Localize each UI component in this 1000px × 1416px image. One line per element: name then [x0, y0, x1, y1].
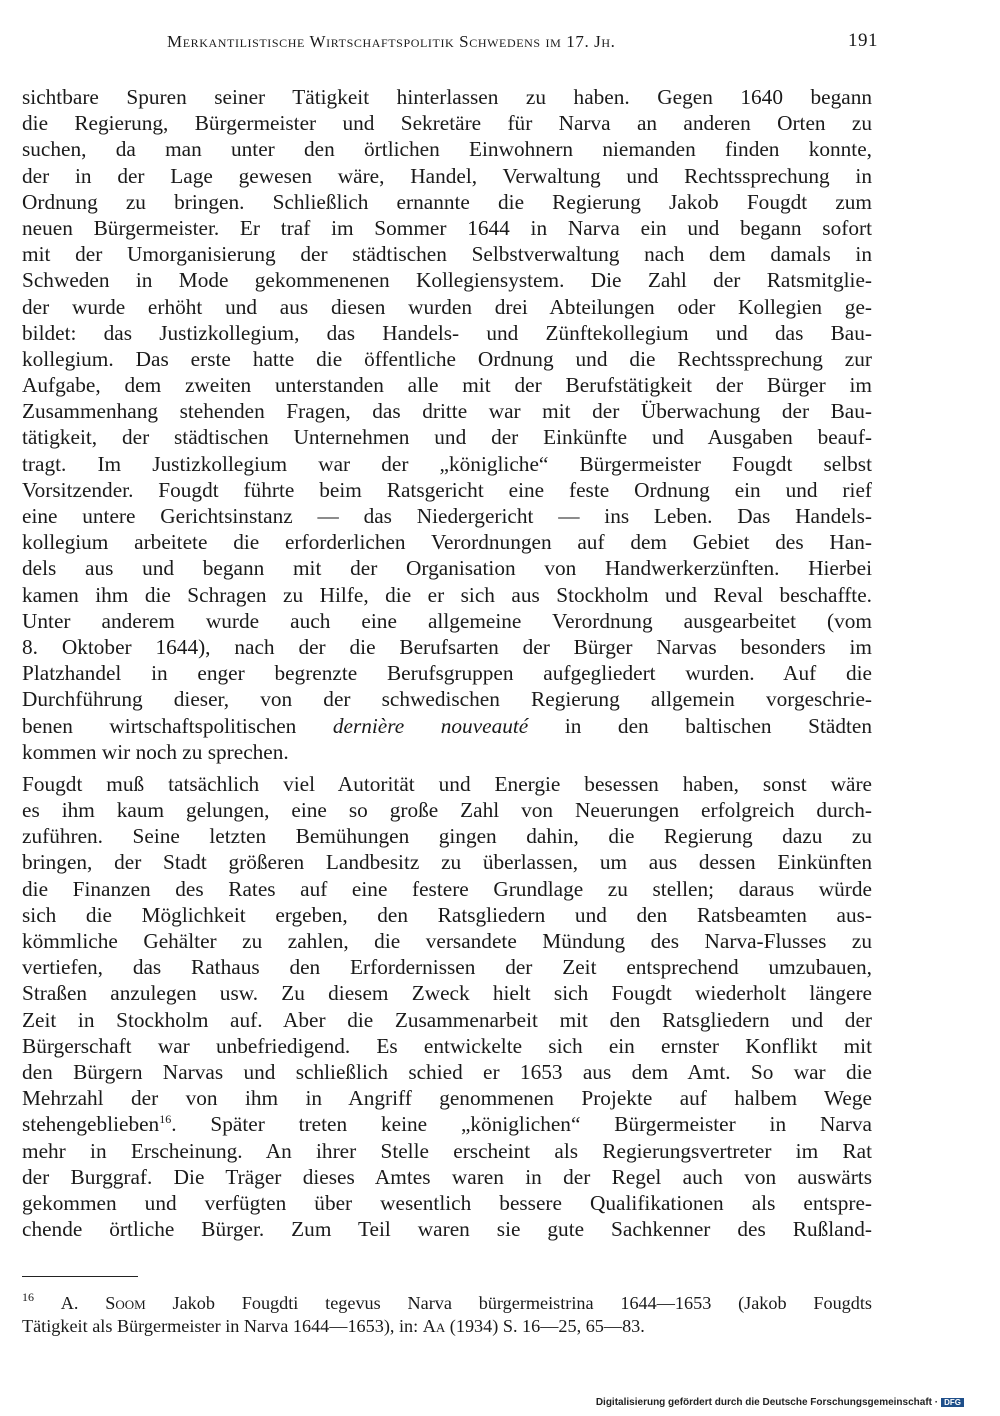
- text-line: Zusammenhang stehenden Fragen, das dritte war mit der Überwachung der Bau-: [22, 399, 872, 424]
- text-run: stehengeblieben: [22, 1112, 160, 1137]
- text-line: den Bürgern Narvas und schließlich schied er 1653 aus dem Amt. So war die: [22, 1059, 872, 1084]
- text-line: kollegium arbeitete die erforderlichen Verordnungen auf dem Gebiet des Han-: [22, 530, 872, 555]
- text-line: Fougdt muß tatsächlich viel Autorität und Energie besessen haben, sonst wäre: [22, 771, 872, 796]
- paragraph-2: [22, 771, 872, 1242]
- footnote-text: (1934) S. 16—25, 65—83.: [449, 1315, 645, 1336]
- paragraph-1: [22, 84, 872, 765]
- text-line: bringen, der Stadt größeren Landbesitz zu überlassen, um aus dessen Einkünften: [22, 850, 872, 875]
- footnote-reference[interactable]: 16: [159, 1112, 172, 1127]
- text-line: der in der Lage gewesen wäre, Handel, Verwaltung und Rechtssprechung in: [22, 163, 872, 188]
- footnote-divider: [22, 1276, 138, 1277]
- text-line: sich die Möglichkeit ergeben, den Ratsgliedern und den Ratsbeamten aus-: [22, 902, 872, 927]
- text-line: Ordnung zu bringen. Schließlich ernannte die Regierung Jakob Fougdt zum: [22, 189, 872, 214]
- text-line: der Burggraf. Die Träger dieses Amtes waren in der Regel auch von auswärts: [22, 1164, 872, 1189]
- text-line: Mehrzahl der von ihm in Angriff genommenen Projekte auf halbem Wege: [22, 1086, 872, 1111]
- text-line: tragt. Im Justizkollegium war der „königliche“ Bürgermeister Fougdt selbst: [22, 451, 872, 476]
- text-line: Bürgerschaft war unbefriedigend. Es entwickelte sich ein ernster Konflikt mit: [22, 1033, 872, 1058]
- text-line: Aufgabe, dem zweiten unterstanden alle mit der Berufstätigkeit der Bürger im: [22, 373, 872, 398]
- text-line: die Regierung, Bürgermeister und Sekretäre für Narva an anderen Orten zu: [22, 111, 872, 136]
- text-line: Durchführung dieser, von der schwedischen Regierung allgemein vorgeschrie-: [22, 687, 872, 712]
- text-line: Schweden in Mode gekommenenen Kollegiensystem. Die Zahl der Ratsmitglie-: [22, 268, 872, 293]
- text-line: sichtbare Spuren seiner Tätigkeit hinterlassen zu haben. Gegen 1640 begann: [22, 85, 872, 109]
- text-line: bildet: das Justizkollegium, das Handels- und Zünftekollegium und das Bau-: [22, 320, 872, 345]
- italic-phrase: dernière nouveauté: [332, 713, 529, 738]
- text-line: kommen wir noch zu sprechen.: [22, 739, 289, 764]
- footnote-text: Jakob Fougdti tegevus Narva bürgermeistrina 1644—1653 (Jakob Fougdts: [172, 1293, 872, 1313]
- text-line: Zeit in Stockholm auf. Aber die Zusammenarbeit mit den Ratsgliedern und der: [22, 1007, 872, 1032]
- dfg-logo-icon: DFG: [941, 1398, 964, 1407]
- text-line: chende örtliche Bürger. Zum Teil waren sie gute Sachkenner des Rußland-: [22, 1217, 872, 1242]
- footnote-author: A. Soom: [60, 1293, 146, 1313]
- page-number: 191: [848, 30, 878, 51]
- text-line: es ihm kaum gelungen, eine so große Zahl von Neuerungen erfolgreich durch-: [22, 798, 872, 823]
- text-line: neuen Bürgermeister. Er traf im Sommer 1644 in Narva ein und begann sofort: [22, 215, 872, 240]
- text-line: kömmliche Gehälter zu zahlen, die versandete Mündung des Narva-Flusses zu: [22, 929, 872, 953]
- credit-text: Digitalisierung gefördert durch die Deutsche Forschungsgemeinschaft ·: [595, 1397, 939, 1408]
- digitization-credit: [596, 1397, 964, 1408]
- text-line: mehr in Erscheinung. An ihrer Stelle erscheint als Regierungsvertreter im Rat: [22, 1138, 872, 1163]
- text-line: gekommen und verfügten über wesentlich bessere Qualifikationen als entspre-: [22, 1190, 872, 1215]
- main-text: [22, 84, 872, 1242]
- text-line: kamen ihm die Schragen zu Hilfe, die er sich aus Stockholm und Reval beschaffte.: [22, 582, 872, 607]
- text-line: kollegium. Das erste hatte die öffentliche Ordnung und die Rechtssprechung zur: [22, 346, 872, 371]
- text-line: 8. Oktober 1644), nach der die Berufsarten der Bürger Narvas besonders im: [22, 634, 872, 659]
- footnote-journal: Aa: [422, 1315, 446, 1336]
- footnote-line: [22, 1292, 872, 1315]
- text-line: eine untere Gerichtsinstanz — das Niedergericht — ins Leben. Das Handels-: [22, 504, 872, 528]
- text-line: mit der Umorganisierung der städtischen Selbstverwaltung nach dem damals in: [22, 242, 872, 267]
- text-line: Vorsitzender. Fougdt führte beim Ratsgericht eine feste Ordnung ein und rief: [22, 477, 872, 502]
- text-line: zuführen. Seine letzten Bemühungen gingen dahin, die Regierung dazu zu: [22, 824, 872, 849]
- footnote-number: 16: [22, 1290, 34, 1304]
- text-line: suchen, da man unter den örtlichen Einwohnern niemanden finden konnte,: [22, 137, 872, 162]
- text-line-with-footnote-ref: [22, 1111, 872, 1137]
- text-line: die Finanzen des Rates auf eine festere Grundlage zu stellen; daraus würde: [22, 876, 872, 901]
- footnote: [22, 1292, 872, 1337]
- text-line: dels aus und begann mit der Organisation von Handwerkerzünften. Hierbei: [22, 556, 872, 581]
- text-run: benen wirtschaftspolitischen: [22, 713, 297, 738]
- text-line: Straßen anzulegen usw. Zu diesem Zweck hielt sich Fougdt wiederholt längere: [22, 981, 872, 1006]
- running-title: Merkantilistische Wirtschaftspolitik Schwedens im 17. Jh.: [167, 32, 616, 51]
- footnote-text: Tätigkeit als Bürgermeister in Narva 1644—1653), in:: [22, 1315, 419, 1336]
- text-run: . Später treten keine „königlichen“ Bürgermeister in Narva: [171, 1112, 872, 1137]
- text-line: der wurde erhöht und aus diesen wurden drei Abteilungen oder Kollegien ge-: [22, 294, 872, 319]
- text-line: vertiefen, das Rathaus den Erfordernissen der Zeit entsprechend umzubauen,: [22, 955, 872, 980]
- running-header: [22, 28, 878, 58]
- text-run: in den baltischen Städten: [564, 713, 872, 738]
- footnote-line: [22, 1315, 872, 1338]
- text-line-with-italic: [22, 713, 872, 739]
- text-line: Platzhandel in enger begrenzte Berufsgruppen aufgegliedert wurden. Auf die: [22, 661, 872, 686]
- text-line: Unter anderem wurde auch eine allgemeine Verordnung ausgearbeitet (vom: [22, 608, 872, 633]
- text-line: tätigkeit, der städtischen Unternehmen und der Einkünfte und Ausgaben beauf-: [22, 425, 872, 450]
